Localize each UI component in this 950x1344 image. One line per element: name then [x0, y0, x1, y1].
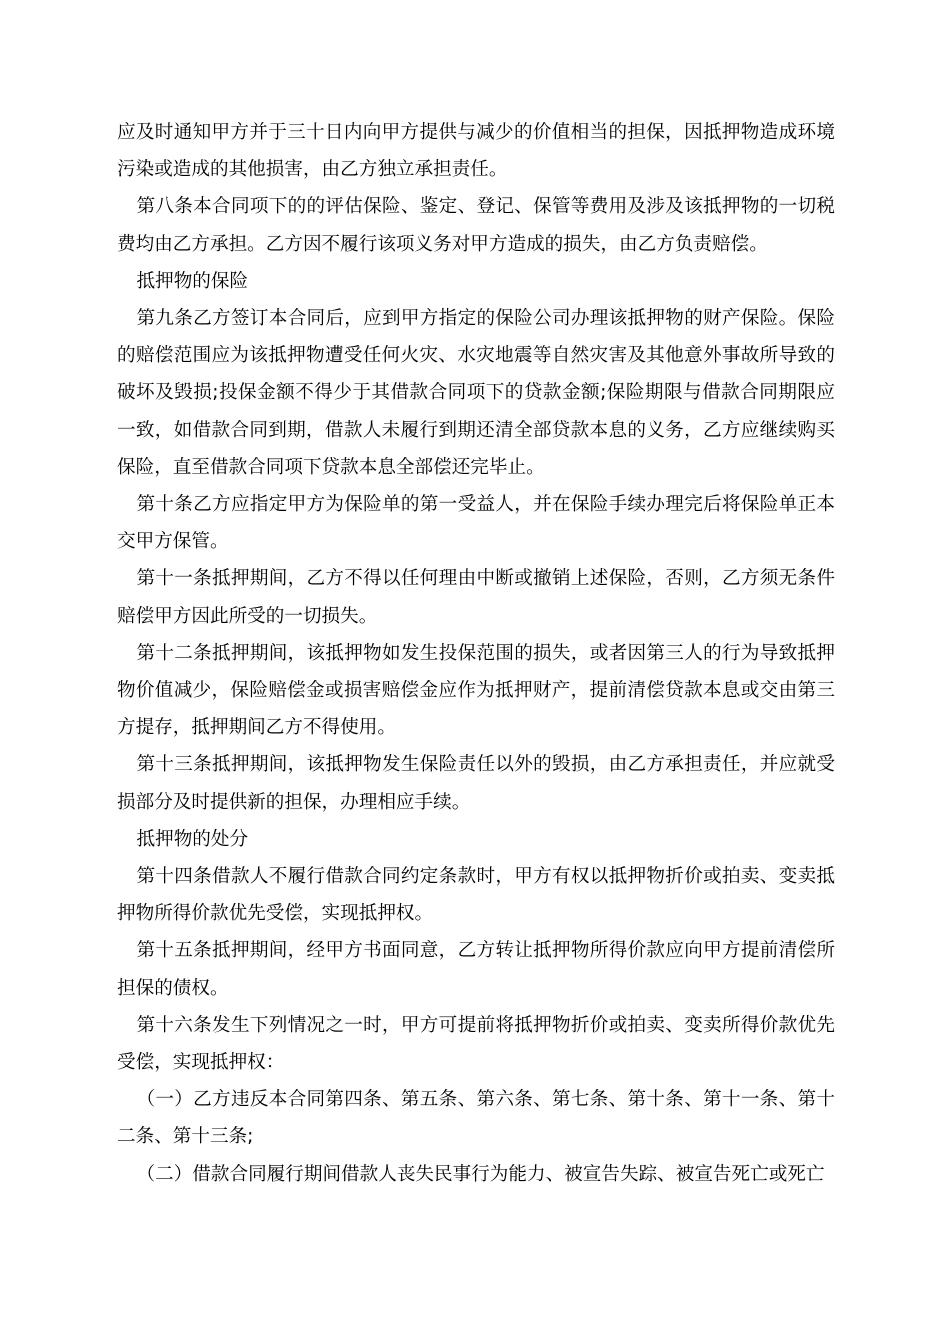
paragraph-article-16: 第十六条发生下列情况之一时，甲方可提前将抵押物折价或拍卖、变卖所得价款优先受偿，实现抵押权： — [117, 1014, 835, 1074]
paragraph-article-8: 第八条本合同项下的的评估保险、鉴定、登记、保管等费用及涉及该抵押物的一切税费均由乙方承担。乙方因不履行该项义务对甲方造成的损失，由乙方负责赔偿。 — [117, 196, 835, 255]
paragraph-article-15: 第十五条抵押期间，经甲方书面同意，乙方转让抵押物所得价款应向甲方提前清偿所担保的债权。 — [117, 940, 835, 999]
paragraph-article-10: 第十条乙方应指定甲方为保险单的第一受益人，并在保险手续办理完后将保险单正本交甲方保管。 — [117, 494, 835, 553]
list-item-1: （一）乙方违反本合同第四条、第五条、第六条、第七条、第十条、第十一条、第十二条、第十三条; — [117, 1089, 835, 1148]
paragraph-continuation: 应及时通知甲方并于三十日内向甲方提供与减少的价值相当的担保，因抵押物造成环境污染或造成的其他损害，由乙方独立承担责任。 — [117, 122, 835, 181]
section-heading-disposal: 抵押物的处分 — [136, 828, 249, 850]
paragraph-article-14: 第十四条借款人不履行借款合同约定条款时，甲方有权以抵押物折价或拍卖、变卖抵押物所得价款优先受偿，实现抵押权。 — [117, 866, 835, 925]
list-item-2: （二）借款合同履行期间借款人丧失民事行为能力、被宣告失踪、被宣告死亡或死亡 — [136, 1163, 825, 1185]
paragraph-article-12: 第十二条抵押期间，该抵押物如发生投保范围的损失，或者因第三人的行为导致抵押物价值减少，保险赔偿金或损害赔偿金应作为抵押财产，提前清偿贷款本息或交由第三方提存，抵押期间乙方不得使用。 — [117, 642, 835, 739]
paragraph-article-9: 第九条乙方签订本合同后，应到甲方指定的保险公司办理该抵押物的财产保险。保险的赔偿范围应为该抵押物遭受任何火灾、水灾地震等自然灾害及其他意外事故所导致的破坏及毁损;投保金额不得少于其借款合同项下的贷款金额;保险期限与借款合同期限应一致，如借款合同到期，借款人未履行到期还清全部贷款本息的义务，乙方应继续购买保险，直至借款合同项下贷款本息全部偿还完毕止。 — [117, 308, 835, 478]
paragraph-article-11: 第十一条抵押期间，乙方不得以任何理由中断或撤销上述保险，否则，乙方须无条件赔偿甲方因此所受的一切损失。 — [117, 568, 835, 627]
document-page — [117, 114, 835, 1193]
section-heading-insurance: 抵押物的保险 — [136, 270, 249, 292]
paragraph-article-13: 第十三条抵押期间，该抵押物发生保险责任以外的毁损，由乙方承担责任，并应就受损部分及时提供新的担保，办理相应手续。 — [117, 754, 835, 813]
